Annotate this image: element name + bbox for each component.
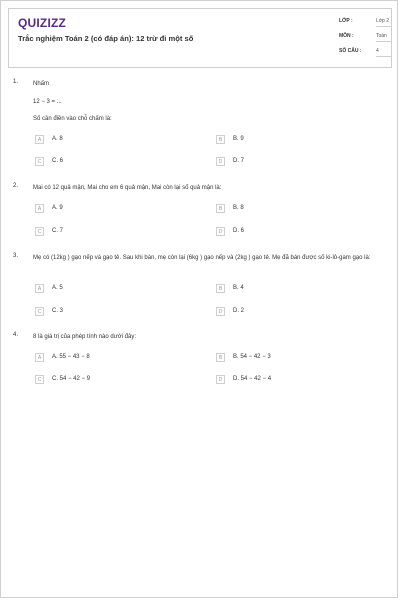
question-text: Nhấm xyxy=(33,81,50,87)
question-text: Số cần điền vào chỗ chấm là: xyxy=(33,116,112,122)
question-number: 3. xyxy=(13,253,19,259)
option-letter-box: C xyxy=(35,307,44,316)
option-letter-box: C xyxy=(35,157,44,166)
meta-row-grade xyxy=(339,17,389,32)
option-letter-box: A xyxy=(35,135,44,144)
option-letter-box: B xyxy=(216,284,225,293)
question-text: 8 là giá trị của phép tính nào dưới đây: xyxy=(33,334,137,340)
question-text: Mai có 12 quả mận, Mai cho em 6 quả mận, Mai còn lại số quả mận là: xyxy=(33,185,222,191)
meta-label: MÔN : xyxy=(339,33,354,39)
meta-value: Lớp 2 xyxy=(376,18,391,27)
option-text: D. 2 xyxy=(233,308,245,314)
option-text: A. 5 xyxy=(52,285,63,291)
option-text: B. 9 xyxy=(233,136,244,142)
option-text: B. 54 − 42 − 3 xyxy=(233,354,271,360)
question-number: 4. xyxy=(13,332,19,338)
option-text: A. 55 − 43 − 8 xyxy=(52,354,90,360)
option-letter-box: B xyxy=(216,353,225,362)
question-number: 1. xyxy=(13,79,19,85)
worksheet-meta xyxy=(339,17,389,62)
option-text: A. 8 xyxy=(52,136,63,142)
meta-label: SỐ CÂU : xyxy=(339,48,362,54)
question-text: 12 − 3 = ... xyxy=(33,99,62,105)
option-letter-box: B xyxy=(216,135,225,144)
option-letter-box: D xyxy=(216,227,225,236)
option-text: C. 3 xyxy=(52,308,64,314)
option-text: C. 6 xyxy=(52,158,64,164)
option-text: B. 4 xyxy=(233,285,244,291)
option-text: C. 7 xyxy=(52,228,64,234)
option-letter-box: A xyxy=(35,284,44,293)
option-letter-box: D xyxy=(216,157,225,166)
meta-value: 4 xyxy=(376,48,391,57)
option-text: D. 54 − 42 − 4 xyxy=(233,376,272,382)
option-letter-box: D xyxy=(216,307,225,316)
meta-label: LỚP : xyxy=(339,18,353,24)
meta-row-subject xyxy=(339,32,389,47)
option-text: D. 7 xyxy=(233,158,245,164)
option-text: A. 9 xyxy=(52,205,63,211)
option-letter-box: C xyxy=(35,227,44,236)
option-letter-box: A xyxy=(35,353,44,362)
option-text: B. 8 xyxy=(233,205,244,211)
meta-row-question-count xyxy=(339,47,389,62)
option-letter-box: C xyxy=(35,375,44,384)
option-letter-box: D xyxy=(216,375,225,384)
meta-value: Toán xyxy=(376,33,391,42)
option-letter-box: B xyxy=(216,204,225,213)
question-number: 2. xyxy=(13,183,19,189)
option-text: C. 54 − 42 − 9 xyxy=(52,376,91,382)
option-text: D. 6 xyxy=(233,228,245,234)
quizizz-logo: QUIZIZZ xyxy=(18,16,67,30)
question-text: Mẹ có (12kg ) gạo nếp và gạo tẻ. Sau khi bán, mẹ còn lại (6kg ) gạo nếp và (2kg ) gạo tẻ. Mẹ đã bán được số ki-lô-gam gạo là: xyxy=(33,255,371,261)
option-letter-box: A xyxy=(35,204,44,213)
worksheet-title: Trắc nghiệm Toán 2 (có đáp án): 12 trừ đi một số xyxy=(18,34,194,43)
worksheet-header xyxy=(8,8,392,68)
